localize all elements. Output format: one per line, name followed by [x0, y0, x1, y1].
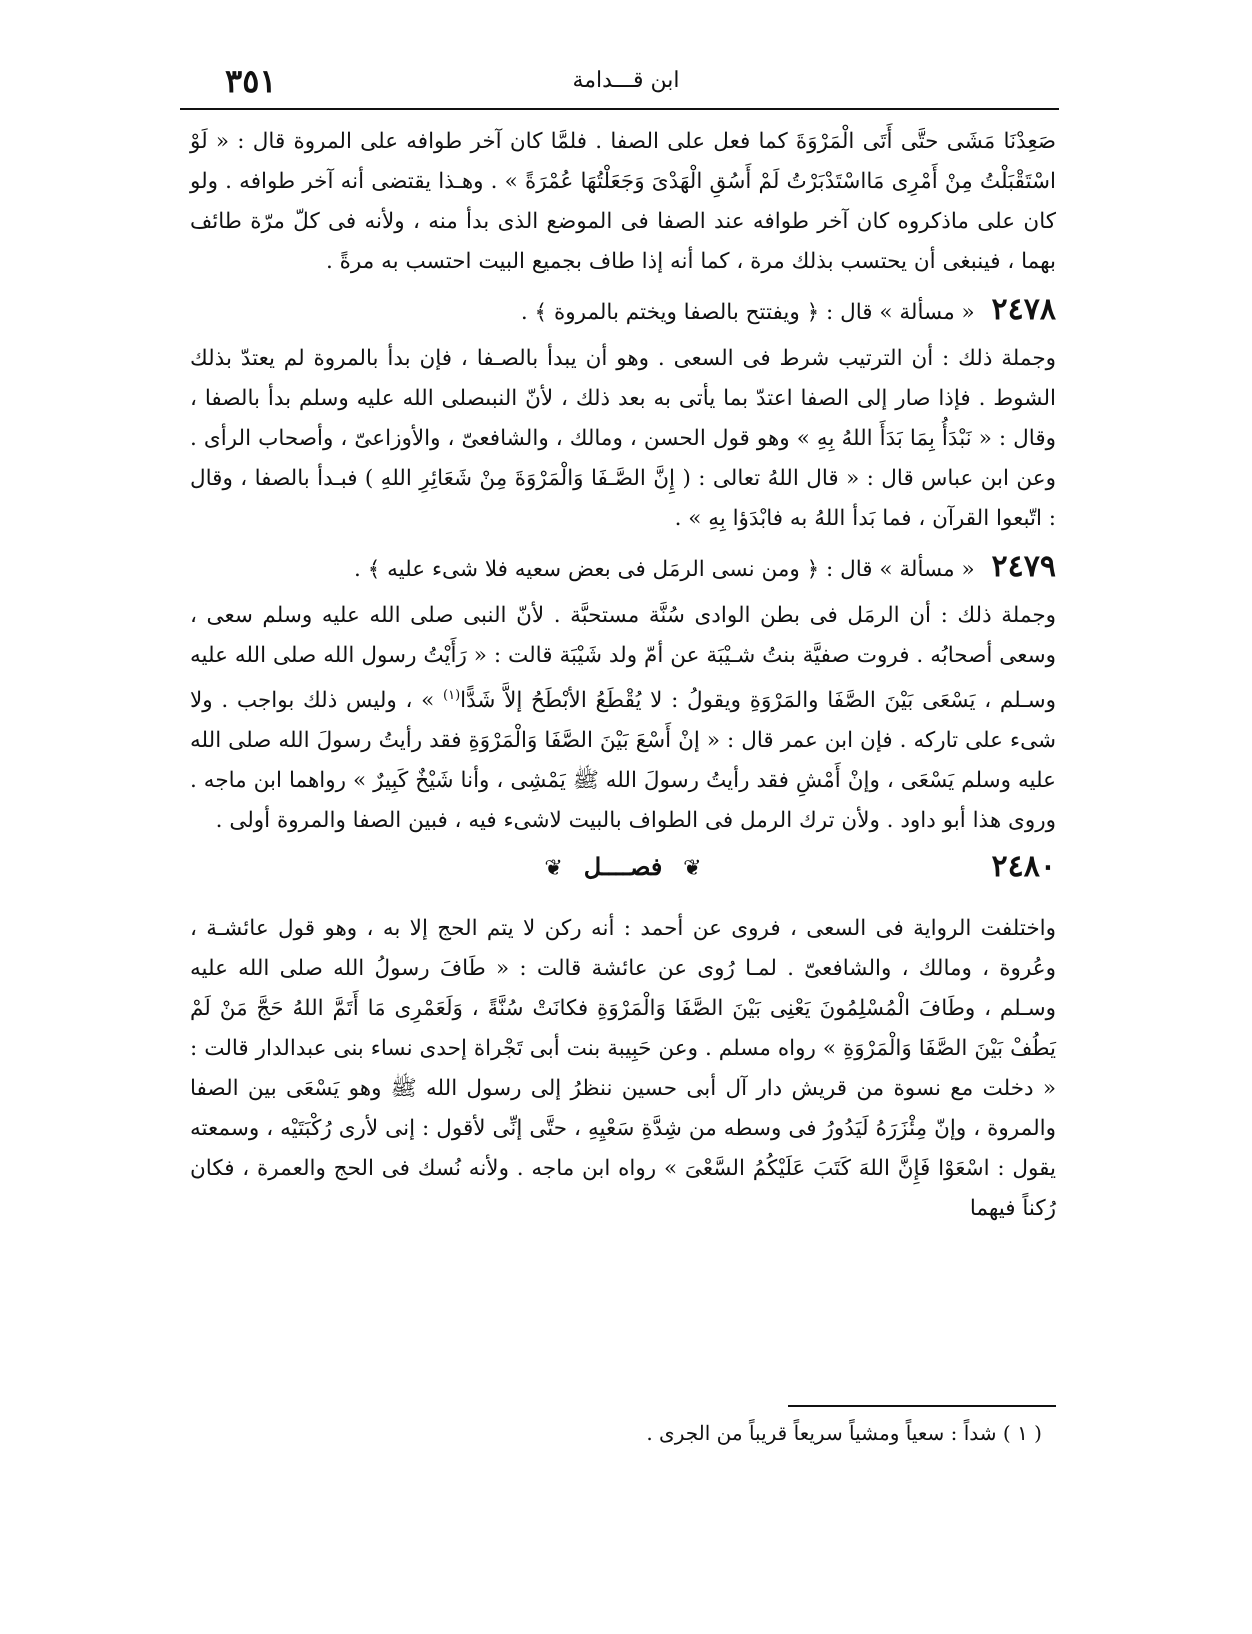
page-header — [195, 62, 1057, 106]
page-number: ٣٥١ — [225, 62, 277, 100]
issue-2479 — [190, 547, 1056, 590]
paragraph-1: صَعِدْنَا مَشَى حتَّى أَتَى الْمَرْوَةَ كما فعل على الصفا . فلمَّا كان آخر طوافه على المروة قال : « لَوْ اسْتَقْبَلْتُ مِنْ أَمْرِى مَااسْتَدْبَرْتُ لَمْ أَسُقِ الْهَدْىَ وَجَعَلْتُهَا عُمْرَةً » . وهـذا يقتضى أنه آخر طوافه . ولو كان على ماذكروه كان آخر طوافه عند الصفا فى الموضع الذى بدأ منه ، ولأنه فى كلّ مرّة طائف بهما ، فينبغى أن يحتسب بذلك مرة ، كما أنه إذا طاف بجميع البيت احتسب به مرةً . — [190, 129, 1056, 274]
running-title: ابن قـــدامة — [572, 68, 680, 93]
paragraph-4: واختلفت الرواية فى السعى ، فروى عن أحمد : أنه ركن لا يتم الحج إلا به ، وهو قول عائشـة ، وعُروة ، ومالك ، والشافعىّ . لمـا رُوى عن عائشة قالت : « طَافَ رسولُ الله صلى الله عليه وسـلم ، وطَافَ الْمُسْلِمُونَ يَعْنِى بَيْنَ الصَّفَا وَالْمَرْوَةِ فكانَتْ سُنَّةً ، وَلَعَمْرِى مَا أَتَمَّ اللهُ حَجَّ مَنْ لَمْ يَطُفْ بَيْنَ الصَّفَا وَالْمَرْوَةِ » رواه مسلم . وعن حَبِيبة بنت أبى تَجْراة إحدى نساء بنى عبدالدار قالت : « دخلت مع نسوة من قريش دار آل أبى حسين ننظرُ إلى رسول الله ﷺ وهو يَسْعَى بين الصفا والمروة ، وإنّ مِئْزَرَهُ لَيَدُورُ فى وسطه من شِدَّةِ سَعْيِهِ ، حتَّى إنِّى لأقول : إنى لأرى رُكْبَتَيْه ، وسمعته يقول : اسْعَوْا فَإِنَّ اللهَ كَتَبَ عَلَيْكُمُ السَّعْىَ » رواه ابن ماجه . ولأنه نُسك فى الحج والعمرة ، فكان رُكناً فيهما — [190, 916, 1056, 1222]
issue-number: ٢٤٧٩ — [991, 549, 1056, 584]
issue-text: « مسألة » قال : ﴿ ويفتتح بالصفا ويختم بالمروة ﴾ . — [520, 300, 975, 325]
footnote-reference: (١) — [443, 688, 461, 703]
footnote-rule — [788, 1405, 1056, 1407]
issue-text: « مسألة » قال : ﴿ ومن نسى الرمَل فى بعض سعيه فلا شىء عليه ﴾ . — [354, 557, 975, 582]
issue-2478 — [190, 290, 1056, 333]
body-text — [190, 122, 1056, 1229]
footnote: ( ١ ) شداً : سعياً ومشياً سريعاً قريباً من الجرى . — [646, 1421, 1042, 1445]
ornament-icon: ❦ — [544, 856, 563, 882]
paragraph-3-part-1: وجملة ذلك : أن الرمَل فى بطن الوادى سُنَّة مستحبَّة . لأنّ النبى صلى الله عليه وسلم سعى ، وسعى أصحابُه . فروت صفيَّة بنتُ شـيْبَة عن أمّ ولد شَيْبَة قالت : « رَأَيْتُ رسول الله صلى الله عليه وسـلم ، يَسْعَى بَيْنَ الصَّفَا والمَرْوَةِ ويقولُ : لا يُقْطَعُ الأبْطَحُ إلاَّ شَدًّا — [190, 603, 1056, 714]
issue-number: ٢٤٧٨ — [991, 292, 1056, 327]
header-rule — [180, 108, 1059, 110]
section-heading — [190, 847, 1056, 897]
section-title: فصــــل — [583, 852, 663, 882]
section-number: ٢٤٨٠ — [991, 849, 1056, 885]
ornament-icon: ❦ — [683, 856, 702, 882]
paragraph-3-part-2: » ، وليس ذلك بواجب . ولا شىء على تاركه . فإن ابن عمر قال : « إنْ أَسْعَ بَيْنَ الصَّفَا وَالْمَرْوَةِ فقد رأيتُ رسولَ الله صلى الله عليه وسلم يَسْعَى ، وإنْ أَمْشِ فقد رأيتُ رسولَ الله ﷺ يَمْشِى ، وأنا شَيْخٌ كَبِيرٌ » رواهما ابن ماجه . وروى هذا أبو داود . ولأن ترك الرمل فى الطواف بالبيت لاشىء فيه ، فبين الصفا والمروة أولى . — [190, 688, 1056, 834]
paragraph-3 — [190, 596, 1056, 841]
paragraph-2: وجملة ذلك : أن الترتيب شرط فى السعى . وهو أن يبدأ بالصـفا ، فإن بدأ بالمروة لم يعتدّ بذلك الشوط . فإذا صار إلى الصفا اعتدّ بما يأتى به بعد ذلك ، لأنّ النبىصلى الله عليه وسلم بدأ بالصفا ، وقال : « نَبْدَأُ بِمَا بَدَأَ اللهُ بِهِ » وهو قول الحسن ، ومالك ، والشافعىّ ، والأوزاعىّ ، وأصحاب الرأى . وعن ابن عباس قال : « قال اللهُ تعالى : ( إِنَّ الصَّـفَا وَالْمَرْوَةَ مِنْ شَعَائِرِ اللهِ ) فبـدأ بالصفا ، وقال : اتّبعوا القرآن ، فما بَدأ اللهُ به فابْدَؤا بِهِ » . — [190, 346, 1056, 531]
